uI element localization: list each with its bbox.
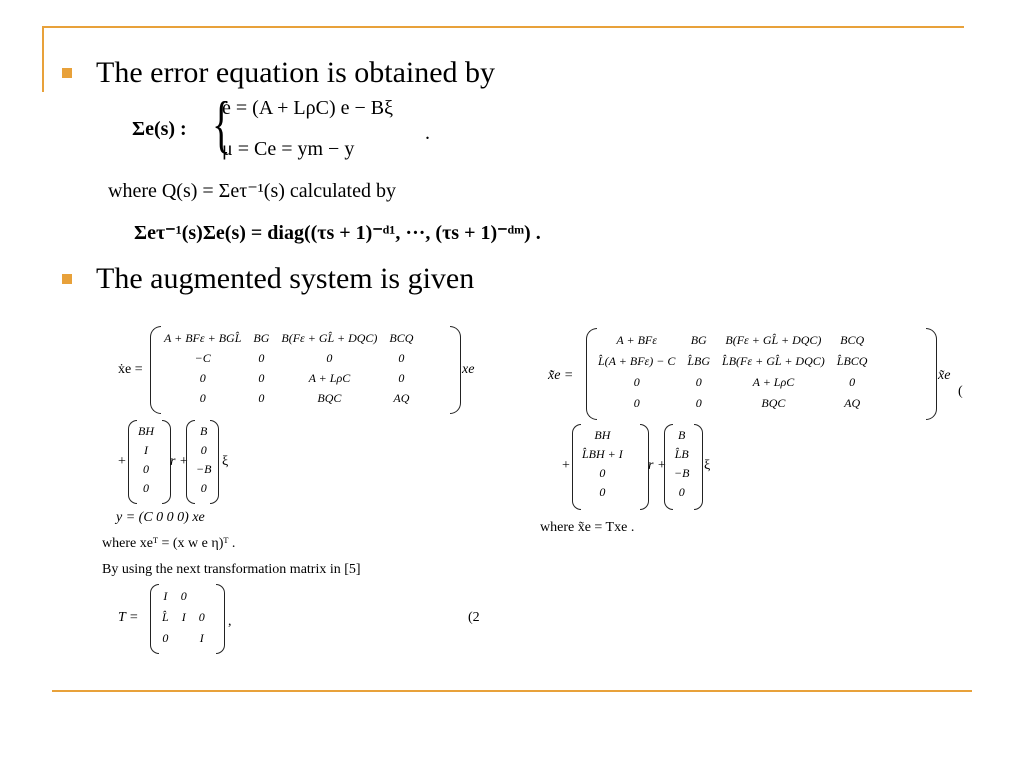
matrix-cell — [175, 628, 193, 649]
bullet-augmented-system — [62, 262, 474, 296]
right-xi: ξ — [704, 458, 711, 473]
matrix-cell: 0 — [398, 350, 405, 365]
matrix-cell: −C — [194, 350, 211, 365]
matrix-row — [132, 479, 160, 498]
vector-cell: 0 — [599, 466, 606, 480]
left-vec2-close-paren — [210, 420, 219, 504]
right-system-matrix — [592, 330, 873, 414]
matrix-row — [592, 351, 873, 372]
matrix-cell: 0 — [695, 396, 702, 410]
vector-cell: BH — [594, 428, 611, 442]
right-xe: x̃e — [938, 368, 951, 383]
error-output-eq: μ = Ce = ym − y — [222, 138, 355, 160]
matrix-cell: L̂BCQ — [836, 354, 868, 368]
left-where-line: where xeᵀ = (x w e η)ᵀ . — [102, 536, 236, 551]
matrix-cell: 0 — [398, 370, 405, 385]
left-by-using-line: By using the next transformation matrix in [5] — [102, 562, 361, 577]
sigma-lhs: Σe(s) : — [132, 118, 187, 140]
right-input-vector-2 — [668, 426, 695, 502]
matrix-row — [668, 464, 695, 483]
eq-period: . — [425, 122, 430, 144]
left-lhs: ẋe = — [118, 362, 143, 377]
right-matrix-close-paren — [926, 328, 937, 420]
matrix-cell: A + LρC — [308, 370, 351, 385]
matrix-cell: L̂B(Fε + GL̂ + DQC) — [722, 354, 825, 368]
eq-tag: (2 — [468, 610, 480, 625]
vector-cell: −B — [196, 462, 212, 476]
bullet-text: The error equation is obtained by — [96, 56, 496, 89]
matrix-cell: 0 — [633, 375, 640, 389]
left-output-eq: y = (C 0 0 0) xe — [116, 510, 205, 525]
bullet-error-equation — [62, 56, 495, 90]
matrix-cell: AQ — [393, 390, 410, 405]
matrix-row — [158, 368, 419, 388]
matrix-row — [592, 330, 873, 351]
bullet-marker — [62, 68, 72, 78]
t-lhs: T = — [118, 610, 139, 625]
left-brace: { — [212, 88, 231, 159]
right-lhs: x̃̇e = — [548, 368, 574, 383]
left-xi: ξ — [222, 454, 229, 469]
left-r: r + — [170, 454, 189, 469]
matrix-cell: BG — [690, 333, 707, 347]
matrix-cell: 0 — [198, 610, 205, 624]
matrix-cell: 0 — [633, 396, 640, 410]
vector-cell: B — [200, 424, 208, 438]
vector-cell: 0 — [200, 443, 207, 457]
right-r: r + — [648, 458, 667, 473]
matrix-row — [156, 607, 211, 628]
left-matrix-close-paren — [450, 326, 461, 414]
matrix-cell: BCQ — [389, 330, 414, 345]
matrix-cell: 0 — [199, 390, 206, 405]
matrix-cell: A + BFε + BGL̂ — [164, 330, 242, 345]
right-where-line: where x̃e = Txe . — [540, 520, 635, 535]
matrix-cell: I — [199, 631, 204, 645]
vector-cell: L̂B — [674, 447, 689, 461]
vector-cell: I — [144, 443, 148, 457]
left-plus: + — [118, 454, 126, 469]
matrix-cell: L̂BG — [687, 354, 711, 368]
matrix-row — [668, 426, 695, 445]
matrix-row — [576, 445, 629, 464]
matrix-row — [158, 328, 419, 348]
matrix-cell: L̂(A + BFε) − C — [598, 354, 676, 368]
diag-line: Σeτ⁻¹(s)Σe(s) = diag((τs + 1)⁻ᵈ¹, ···, (τs + 1)⁻ᵈᵐ) . — [134, 222, 541, 244]
vector-cell: 0 — [200, 481, 207, 495]
left-rule — [42, 26, 44, 92]
matrix-row — [156, 586, 211, 607]
matrix-cell: I — [181, 610, 186, 624]
matrix-cell: BCQ — [840, 333, 865, 347]
matrix-cell: AQ — [844, 396, 861, 410]
matrix-row — [576, 483, 629, 502]
matrix-cell: 0 — [326, 350, 333, 365]
matrix-row — [576, 426, 629, 445]
left-xe: xe — [462, 362, 475, 377]
matrix-cell: 0 — [258, 350, 265, 365]
vector-cell: 0 — [143, 462, 149, 476]
matrix-cell: B(Fε + GL̂ + DQC) — [725, 333, 822, 347]
right-vec2-close-paren — [694, 424, 703, 510]
vector-cell: 0 — [599, 485, 606, 499]
right-cutoff-mark: ( — [958, 384, 963, 399]
right-plus: + — [562, 458, 570, 473]
left-system-matrix — [158, 328, 419, 408]
matrix-row — [132, 460, 160, 479]
top-rule — [42, 26, 964, 28]
matrix-cell: B(Fε + GL̂ + DQC) — [281, 330, 378, 345]
matrix-row — [668, 445, 695, 464]
matrix-row — [156, 628, 211, 649]
matrix-cell: BQC — [317, 390, 342, 405]
error-dynamics-eq: ė = (A + LρC) e − Bξ — [222, 97, 394, 119]
vector-cell: 0 — [678, 485, 685, 499]
vector-cell: B — [678, 428, 686, 442]
matrix-cell: L̂ — [162, 610, 169, 624]
matrix-cell: BQC — [761, 396, 786, 410]
matrix-cell: 0 — [258, 370, 265, 385]
matrix-row — [158, 388, 419, 408]
matrix-row — [668, 483, 695, 502]
right-input-vector-1 — [576, 426, 629, 502]
matrix-row — [592, 372, 873, 393]
left-input-vector-1 — [132, 422, 160, 498]
vector-cell: L̂BH + I — [582, 447, 623, 461]
bullet-text: The augmented system is given — [96, 262, 475, 295]
where-q-line: where Q(s) = Σeτ⁻¹(s) calculated by — [108, 180, 396, 202]
t-comma: , — [228, 614, 232, 629]
matrix-row — [132, 422, 160, 441]
t-matrix — [156, 586, 211, 649]
matrix-cell: I — [163, 589, 168, 603]
vector-cell: BH — [138, 424, 154, 438]
vector-cell: −B — [674, 466, 690, 480]
vector-cell: 0 — [143, 481, 149, 495]
matrix-row — [592, 393, 873, 414]
matrix-cell: BG — [253, 330, 270, 345]
matrix-cell: 0 — [258, 390, 265, 405]
matrix-row — [158, 348, 419, 368]
matrix-cell: 0 — [199, 370, 206, 385]
matrix-cell: 0 — [849, 375, 856, 389]
t-close-paren — [216, 584, 225, 654]
matrix-cell: 0 — [162, 631, 169, 645]
matrix-row — [576, 464, 629, 483]
matrix-cell: A + BFε — [616, 333, 657, 347]
bullet-marker — [62, 274, 72, 284]
bottom-rule — [52, 690, 972, 692]
matrix-cell: A + LρC — [752, 375, 795, 389]
matrix-cell: 0 — [695, 375, 702, 389]
matrix-cell — [193, 586, 211, 607]
matrix-row — [132, 441, 160, 460]
matrix-cell: 0 — [180, 589, 187, 603]
